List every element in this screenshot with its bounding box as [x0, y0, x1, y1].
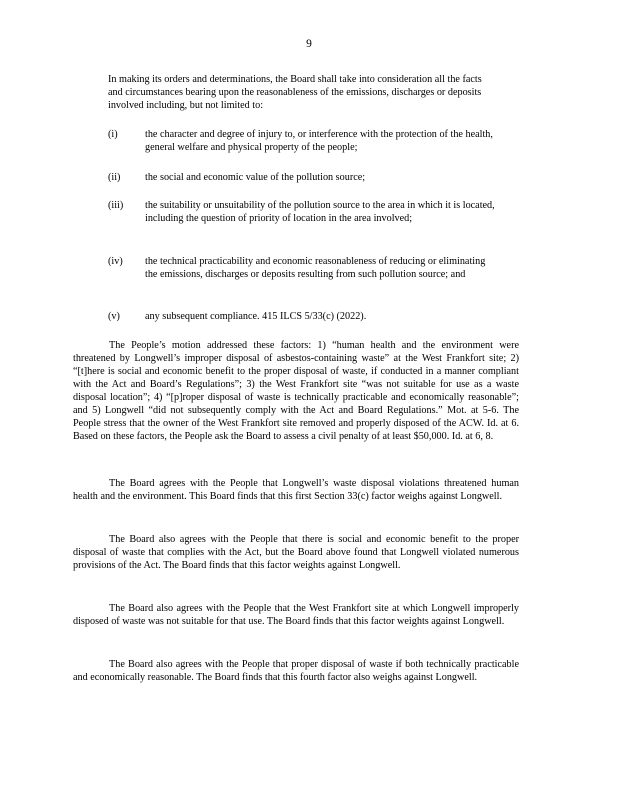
- list-text: the suitability or unsuitability of the pollution source to the area in which it is located, including the question of priority of location in the area involved;: [145, 200, 495, 224]
- list-text: the character and degree of injury to, or interference with the protection of the health, general welfare and physical property of the people;: [145, 129, 493, 153]
- factor-list-item: [108, 128, 498, 154]
- body-paragraph: The Board agrees with the People that Longwell’s waste disposal violations threatened human health and the environment. This Board finds that this first Section 33(c) factor weighs against Longwell.: [73, 478, 519, 502]
- list-number: (ii): [108, 172, 121, 183]
- list-text: the technical practicability and economic reasonableness of reducing or eliminating the emissions, discharges or deposits resulting from such pollution source; and: [145, 256, 486, 280]
- list-number: (i): [108, 129, 118, 140]
- page-number: 9: [306, 38, 312, 50]
- factor-list-item: [108, 171, 498, 184]
- factor-list-item: [108, 255, 498, 281]
- factor-list-item: [108, 310, 498, 323]
- body-paragraph: The Board also agrees with the People that the West Frankfort site at which Longwell improperly disposed of waste was not suitable for that use. The Board finds that this factor weights against Longwell.: [73, 603, 519, 627]
- list-number: (v): [108, 311, 120, 322]
- list-number: (iv): [108, 256, 123, 267]
- intro-paragraph: In making its orders and determinations, the Board shall take into consideration all the facts and circumstances bearing upon the reasonableness of the emissions, discharges or deposits involved including, but not limited to:: [108, 74, 482, 111]
- body-paragraph: The Board also agrees with the People that there is social and economic benefit to the proper disposal of waste that complies with the Act, but the Board above found that Longwell violated numerous provisions of the Act. The Board finds that this factor weights against Longwell.: [73, 534, 519, 571]
- list-text: the social and economic value of the pollution source;: [145, 172, 366, 183]
- body-paragraph: The Board also agrees with the People that proper disposal of waste if both technically practicable and economically reasonable. The Board finds that this fourth factor also weighs against Longwell.: [73, 659, 519, 683]
- list-number: (iii): [108, 200, 124, 211]
- factor-list-item: [108, 199, 498, 225]
- list-text: any subsequent compliance. 415 ILCS 5/33(c) (2022).: [145, 311, 367, 322]
- body-paragraph: The People’s motion addressed these factors: 1) “human health and the environment were threatened by Longwell’s improper disposal of asbestos-containing waste” at the West Frankfort site; 2) “[t]here is social and economic benefit to the proper disposal of waste, if conducted in a manner compliant with the Act and Board’s Regulations”; 3) the West Frankfort site “was not suitable for use as a waste disposal location”; 4) “[p]roper disposal of waste is technically practicable and economically reasonable”; and 5) Longwell “did not subsequently comply with the Act and Board Regulations.” Mot. at 5-6. The People stress that the owner of the West Frankfort site removed and properly disposed of the ACW. Id. at 6. Based on these factors, the People ask the Board to assess a civil penalty of at least $50,000. Id. at 6, 8.: [73, 340, 519, 442]
